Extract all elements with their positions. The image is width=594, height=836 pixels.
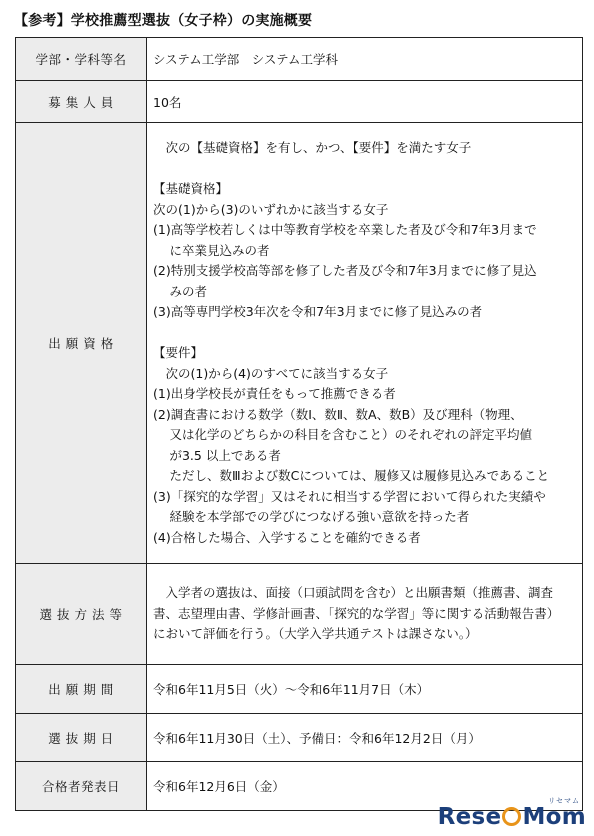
text-line: (4)合格した場合、入学することを確約できる者 [153,529,421,545]
text-line [153,323,581,344]
text-line: 入学者の選抜は、面接（口頭試問を含む）と出願書類（推薦書、調査 [153,585,554,601]
application-period-value: 令和6年11月5日（火）～令和6年11月7日（木） [147,665,583,714]
table-row [16,665,583,714]
document-title: 【参考】学校推薦型選抜（女子枠）の実施概要 [14,13,313,29]
text-line: 又は化学のどちらかの科目を含むこと）のそれぞれの評定平均値 [153,427,532,442]
overview-table [15,37,583,811]
text-line: (2)特別支援学校高等部を修了した者及び令和7年3月までに修了見込 [153,263,537,278]
capacity-value: 10名 [147,81,583,123]
text-line: (2)調査書における数学（数Ⅰ、数Ⅱ、数A、数B）及び理科（物理、 [153,406,523,422]
table-row [16,714,583,762]
watermark-sub: リセマム [548,797,580,805]
text-line: 書、志望理由書、学修計画書、「探究的な学習」等に関する活動報告書） [153,605,560,621]
announcement-label: 合格者発表日 [16,762,147,811]
text-line: に卒業見込みの者 [153,242,270,258]
text-line: 次の【基礎資格】を有し、かつ、【要件】を満たす女子 [153,140,472,155]
resemom-logo [438,804,586,830]
text-line: みの者 [153,283,207,299]
text-line: (3)高等専門学校3年次を令和7年3月までに修了見込みの者 [153,304,483,319]
selection-method-label: 選 抜 方 法 等 [16,564,147,665]
text-line: ただし、数Ⅲおよび数Cについては、履修又は履修見込みであること [153,468,550,483]
table-row [16,123,583,564]
table-row [16,38,583,81]
announcement-value: 令和6年12月6日（金） [147,762,583,811]
text-line: 次の(1)から(4)のすべてに該当する女子 [153,365,389,381]
text-line: 【基礎資格】 [153,181,229,196]
text-line: 次の(1)から(3)のいずれかに該当する女子 [153,201,389,217]
table-row [16,564,583,665]
selection-date-value: 令和6年11月30日（土）、予備日：令和6年12月2日（月） [147,714,583,762]
selection-method-lines [153,583,581,645]
selection-date-label: 選 抜 期 日 [16,714,147,762]
eligibility-value [147,123,583,564]
text-line: (3)「探究的な学習」又はそれに相当する学習において得られた実績や [153,488,546,504]
selection-method-value [147,564,583,665]
department-value: システム工学部 システム工学科 [147,38,583,81]
eligibility-label: 出 願 資 格 [16,123,147,564]
text-line [153,159,581,180]
logo-text-after: Mom [522,804,586,830]
logo-o-ring-icon [502,807,521,826]
table-row [16,81,583,123]
text-line: において評価を行う。（大学入学共通テストは課さない。） [153,626,478,642]
capacity-label: 募 集 人 員 [16,81,147,123]
text-line: (1)高等学校若しくは中等教育学校を卒業した者及び令和7年3月まで [153,222,537,237]
application-period-label: 出 願 期 間 [16,665,147,714]
department-label: 学部・学科等名 [16,38,147,81]
text-line: (1)出身学校長が責任をもって推薦できる者 [153,386,396,401]
text-line: 経験を本学部での学びにつなげる強い意欲を持った者 [153,509,470,524]
eligibility-lines [153,138,581,548]
text-line: が3.5 以上である者 [153,447,281,463]
text-line: 【要件】 [153,345,204,360]
logo-text-before: Rese [437,804,502,830]
